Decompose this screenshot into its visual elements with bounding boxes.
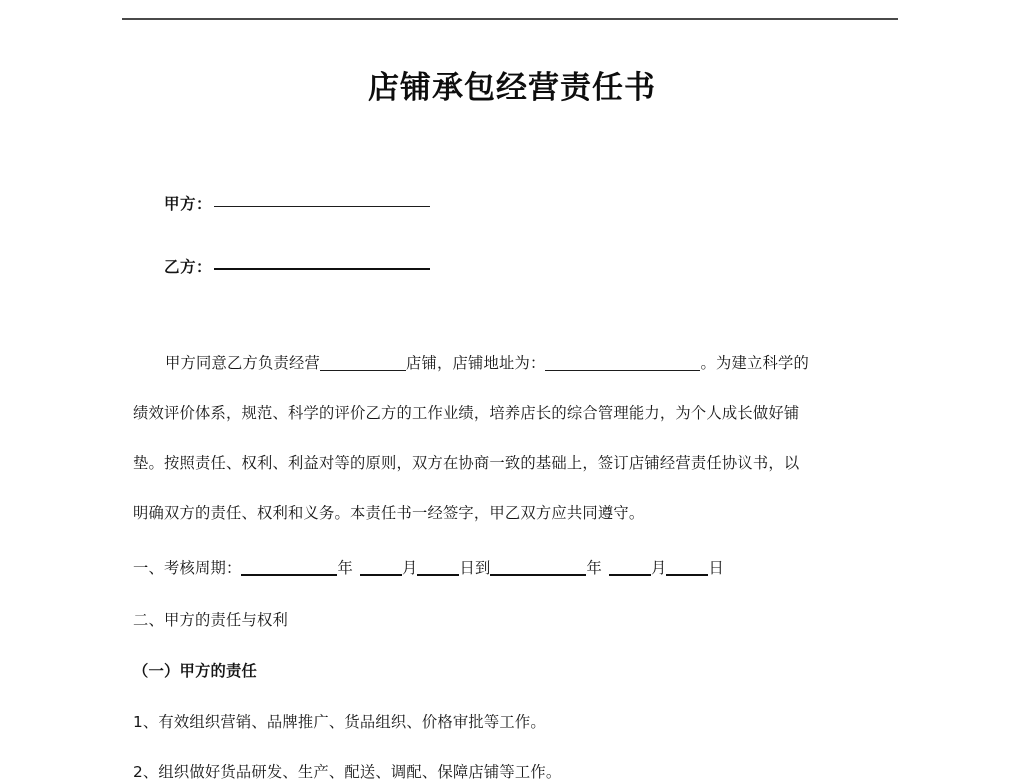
shop-name-blank[interactable]	[320, 355, 406, 371]
subsection-party-a-duties: （一）甲方的责任	[133, 662, 257, 680]
start-year-blank[interactable]	[241, 559, 337, 576]
intro-line-1-part-b: 店铺，店铺地址为：	[405, 354, 546, 372]
party-blank-second[interactable]	[214, 254, 430, 270]
duty-item-2: 2、组织做好货品研发、生产、配送、调配、保障店铺等工作。	[133, 763, 562, 781]
start-month-blank[interactable]	[360, 559, 402, 576]
end-day-blank[interactable]	[666, 559, 708, 576]
party-label-second: 乙方：	[164, 258, 213, 276]
section-party-a-duties-rights: 二、甲方的责任与权利	[133, 611, 288, 629]
header-rule	[122, 18, 898, 20]
intro-line-2: 绩效评价体系，规范、科学的评价乙方的工作业绩，培养店长的综合管理能力，为个人成长做好铺	[133, 404, 800, 422]
period-to-label: 到	[474, 559, 491, 577]
party-blank-first[interactable]	[214, 192, 430, 207]
intro-line-1	[133, 338, 895, 388]
party-row-first	[164, 192, 864, 220]
start-year-unit: 年	[337, 559, 353, 577]
assessment-period-label: 一、考核周期：	[133, 559, 242, 577]
party-signature-block	[164, 192, 864, 318]
section-assessment-period	[133, 556, 724, 578]
end-month-unit: 月	[650, 559, 667, 577]
end-month-blank[interactable]	[609, 559, 651, 576]
end-year-blank[interactable]	[490, 559, 586, 576]
end-year-unit: 年	[586, 559, 602, 577]
start-day-unit: 日	[459, 559, 475, 577]
intro-line-3: 垫。按照责任、权利、利益对等的原则，双方在协商一致的基础上，签订店铺经营责任协议书，以	[133, 454, 800, 472]
page-title: 店铺承包经营责任书	[368, 70, 656, 106]
intro-line-1-part-c: 。为建立科学的	[700, 354, 809, 372]
intro-line-1-part-a: 甲方同意乙方负责经营	[165, 354, 320, 372]
duty-item-1: 1、有效组织营销、品牌推广、货品组织、价格审批等工作。	[133, 713, 546, 731]
start-month-unit: 月	[401, 559, 418, 577]
intro-line-4: 明确双方的责任、权利和义务。本责任书一经签字，甲乙双方应共同遵守。	[133, 504, 645, 522]
party-label-first: 甲方：	[164, 195, 213, 213]
start-day-blank[interactable]	[417, 559, 459, 576]
shop-address-blank[interactable]	[545, 355, 700, 371]
intro-paragraph	[133, 338, 895, 538]
end-day-unit: 日	[708, 559, 724, 577]
party-row-second	[164, 255, 864, 283]
